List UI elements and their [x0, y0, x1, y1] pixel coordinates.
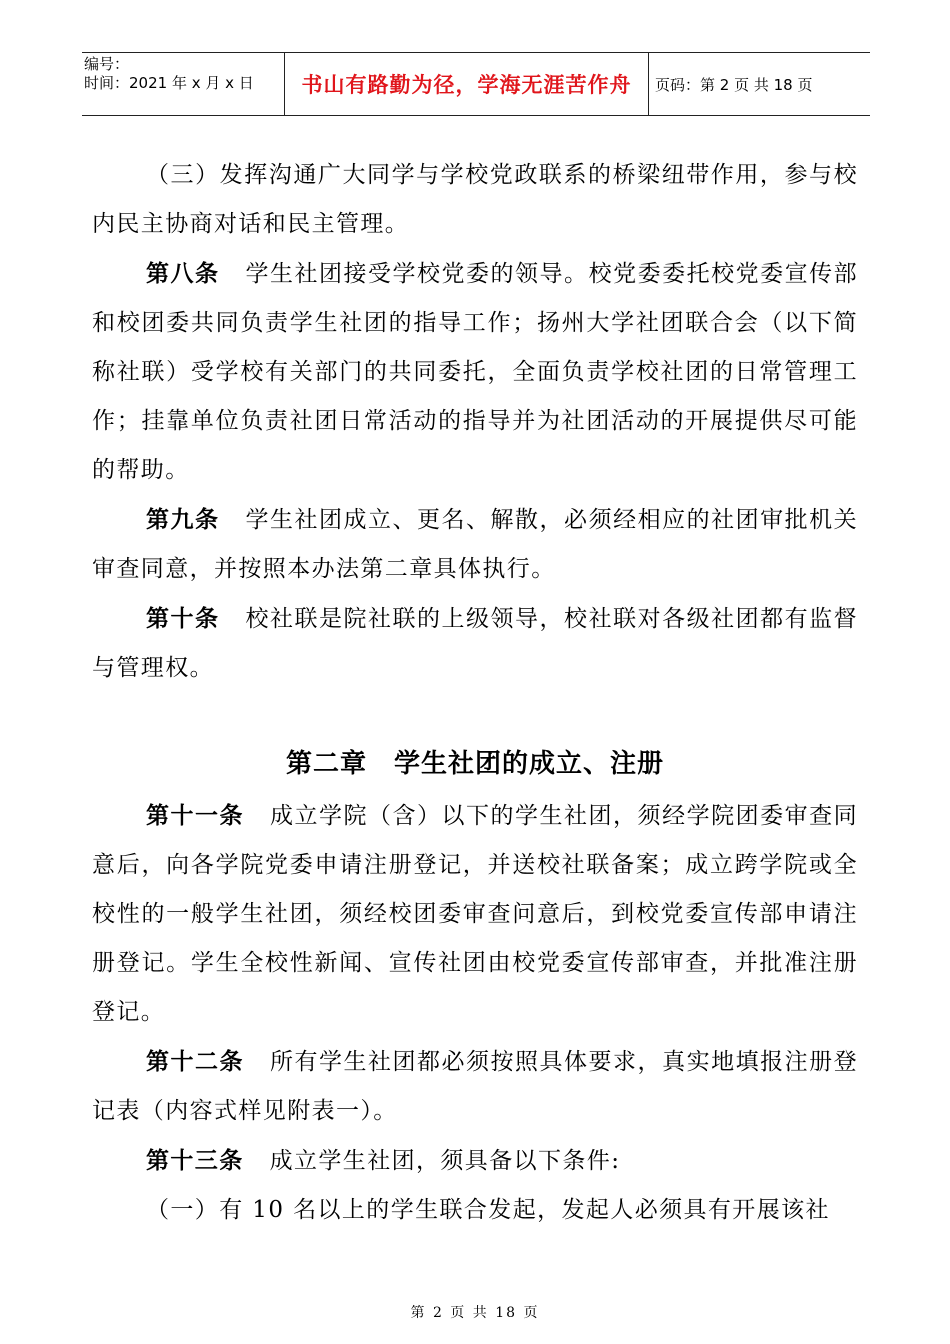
document-date: 时间：2021 年 x 月 x 日	[84, 74, 254, 92]
header-motto-cell	[285, 53, 649, 115]
chapter-title: 第二章 学生社团的成立、注册	[285, 749, 664, 779]
header-meta	[82, 53, 285, 115]
article-13-text: 成立学生社团，须具备以下条件:	[269, 1148, 621, 1174]
header-motto: 书山有路勤为径，学海无涯苦作舟	[301, 73, 632, 97]
article-10-text: 校社联是院社联的上级领导，校社联对各级社团都有监督与管理权。	[92, 606, 859, 681]
paragraph-item-3: （三）发挥沟通广大同学与学校党政联系的桥梁纽带作用，参与校内民主协商对话和民主管理。	[92, 162, 858, 237]
page-footer: 第 2 页 共 18 页	[410, 1305, 540, 1321]
article-10-title: 第十条	[146, 605, 220, 632]
article-9	[92, 495, 858, 594]
document-header	[82, 52, 870, 116]
document-number-label: 编号：	[84, 55, 130, 73]
article-12-title: 第十二条	[146, 1048, 245, 1075]
article-9-text: 学生社团成立、更名、解散，必须经相应的社团审批机关审查同意，并按照本办法第二章具体执行。	[92, 507, 859, 582]
article-12	[92, 1037, 858, 1136]
article-10	[92, 594, 858, 693]
article-9-title: 第九条	[146, 506, 220, 533]
article-8	[92, 249, 858, 495]
article-8-title: 第八条	[146, 260, 220, 287]
article-11-title: 第十一条	[146, 802, 245, 829]
article-13-title: 第十三条	[146, 1147, 244, 1174]
article-8-text: 学生社团接受学校党委的领导。校党委委托校党委宣传部和校团委共同负责学生社团的指导工作；扬州大学社团联合会（以下简称社联）受学校有关部门的共同委托，全面负责学校社团的日常管理工作；挂靠单位负责社团日常活动的指导并为社团活动的开展提供尽可能的帮助。	[92, 261, 859, 483]
article-11	[92, 791, 858, 1037]
article-13	[92, 1136, 858, 1186]
article-12-text: 所有学生社团都必须按照具体要求，真实地填报注册登记表（内容式样见附表一）。	[92, 1049, 858, 1124]
article-11-text: 成立学院（含）以下的学生社团，须经学院团委审查同意后，向各学院党委申请注册登记，并送校社联备案；成立跨学院或全校性的一般学生社团，须经校团委审查问意后，到校党委宣传部申请注册登记。学生全校性新闻、宣传社团由校党委宣传部审查，并批准注册登记。	[92, 803, 858, 1025]
paragraph-item-1: （一）有 10 名以上的学生联合发起，发起人必须具有开展该社	[146, 1197, 830, 1223]
header-page-info: 页码：第 2 页 共 18 页	[655, 75, 813, 94]
document-body	[92, 151, 858, 1235]
